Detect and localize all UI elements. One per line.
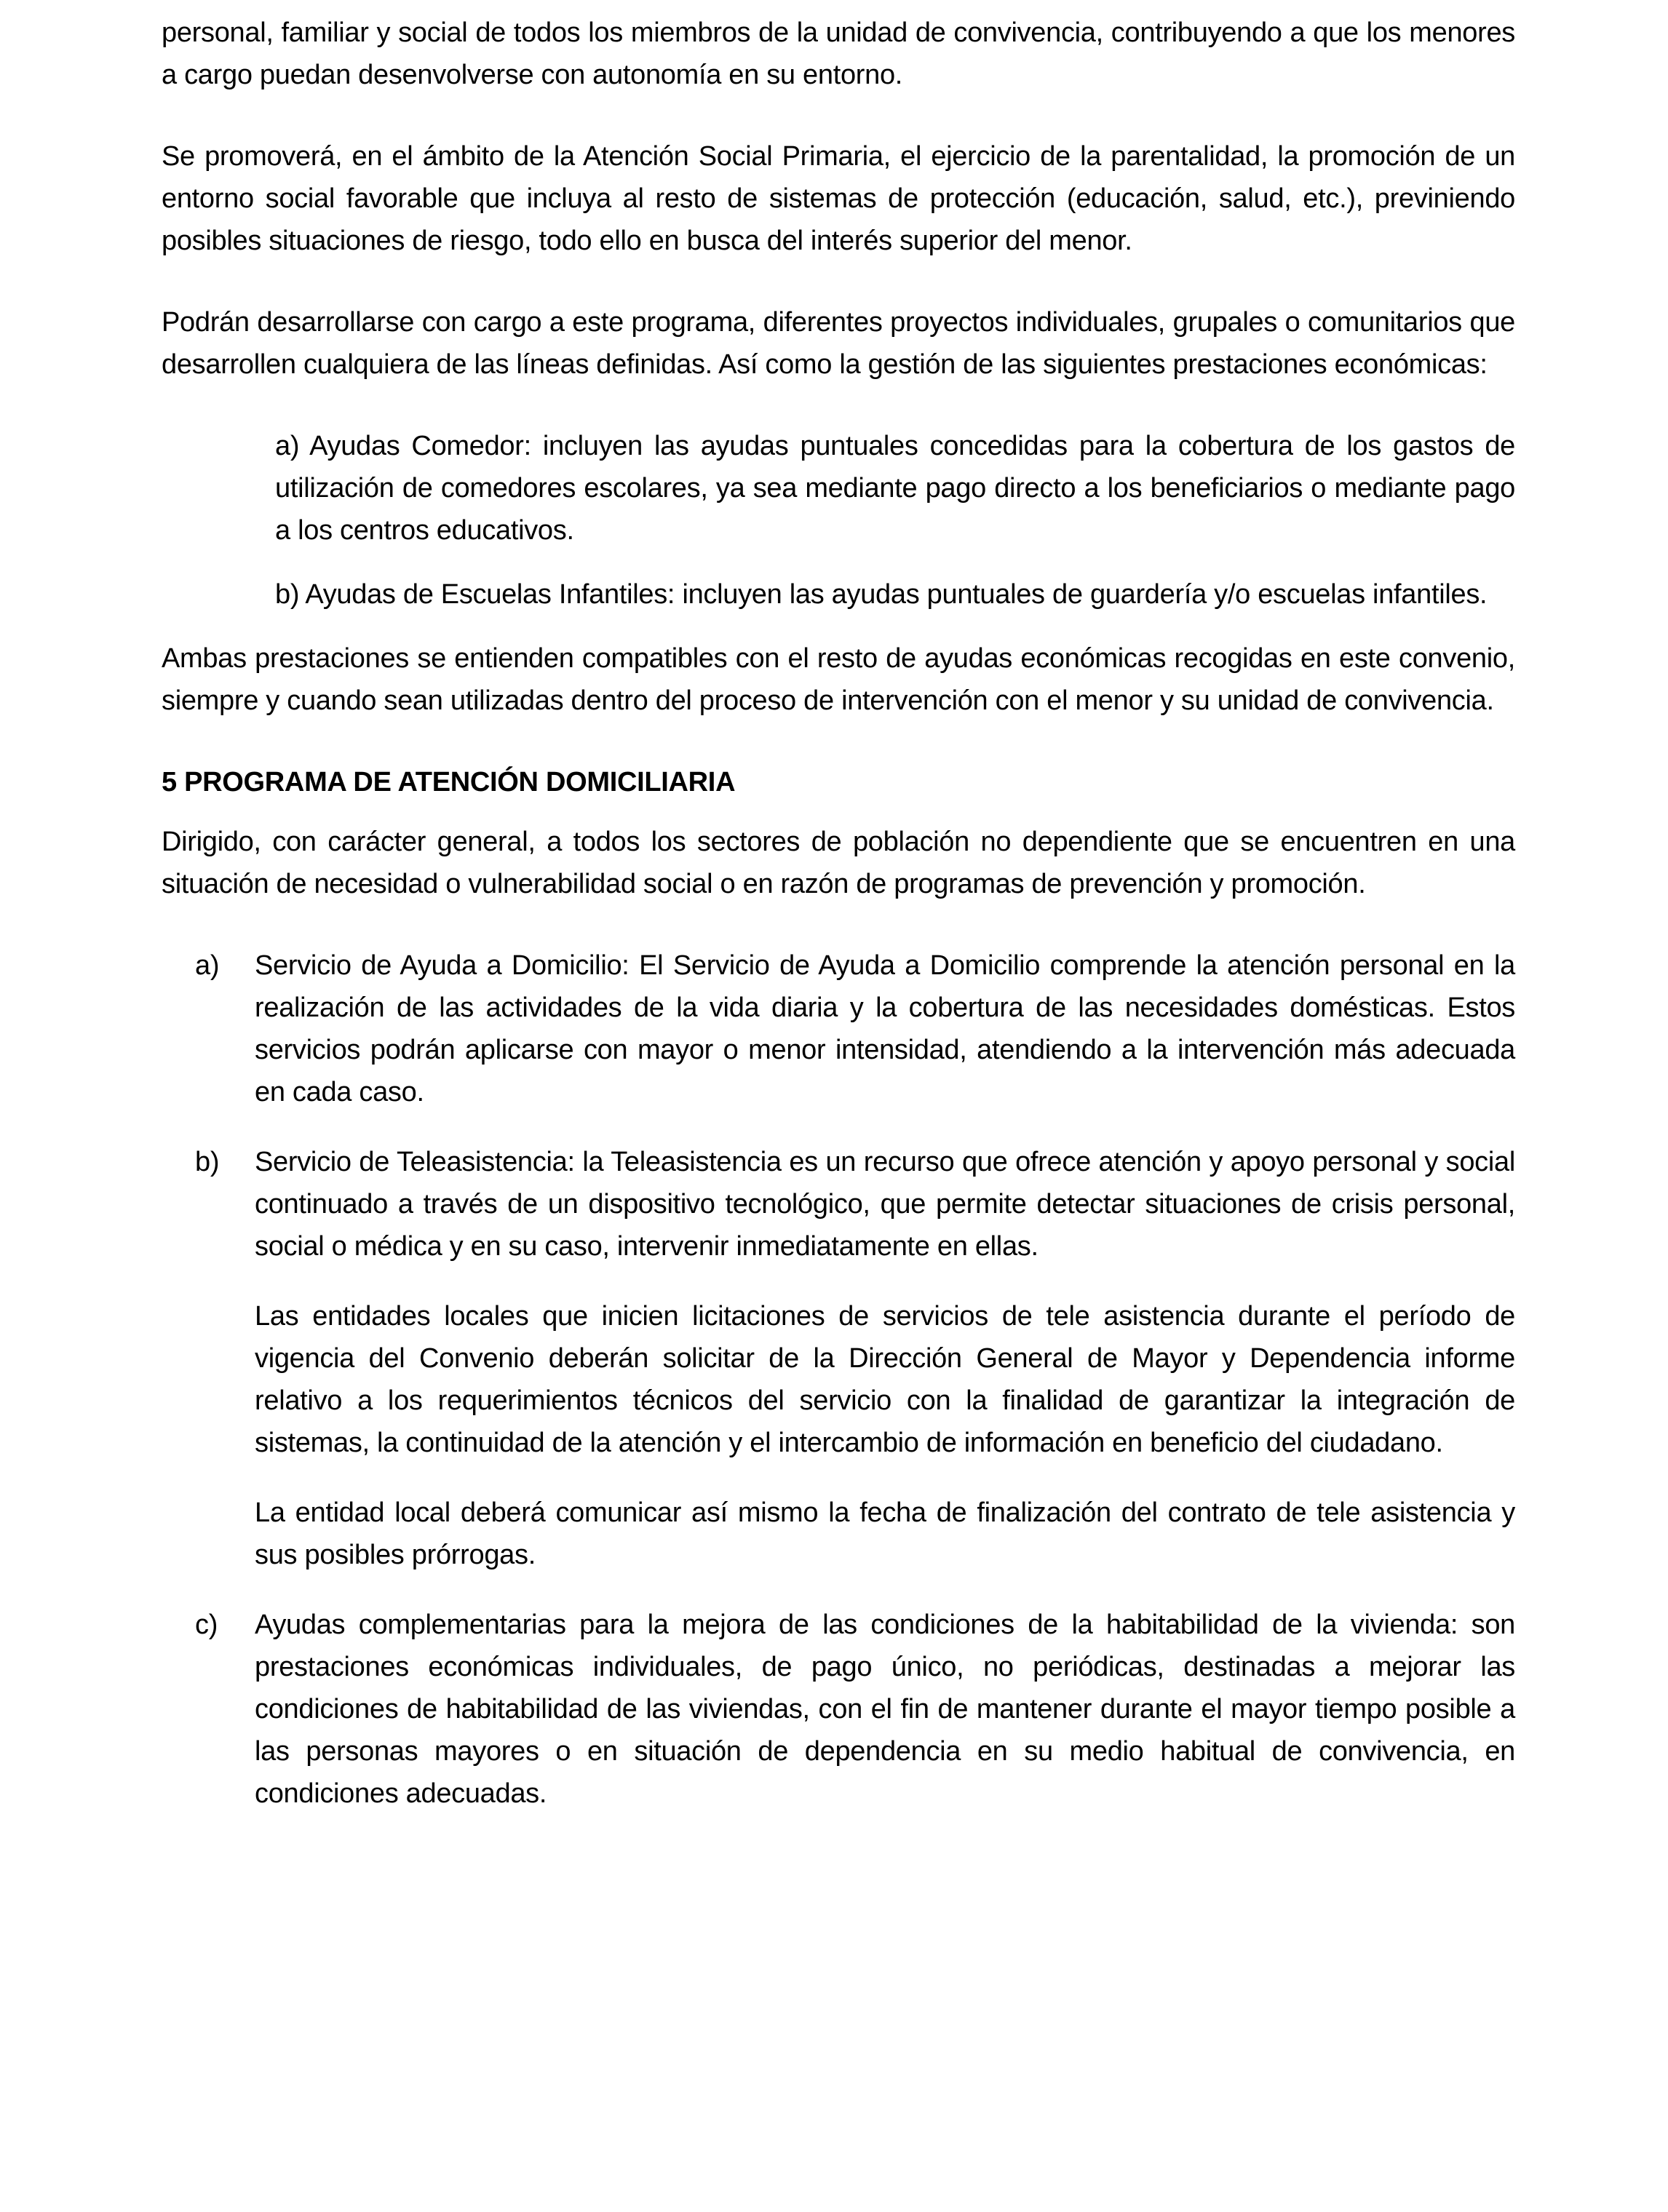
list-item-text: Ayudas complementarias para la mejora de las condiciones de la habitabilidad de la vivienda: son prestaciones económicas individuales, de pago único, no periódicas, destinadas a mejorar las condiciones de habitabilidad de las viviendas, con el fin de mantener durante el mayor tiempo posible a las personas mayores o en situación de dependencia en su medio habitual de convivencia, en condiciones adecuadas. [255, 1610, 1515, 1809]
paragraph-podran-desarrollarse: Podrán desarrollarse con cargo a este programa, diferentes proyectos individuales, grupales o comunitarios que desarrollen cualquiera de las líneas definidas. Así como la gestión de las siguientes prestaciones económicas: [162, 307, 1515, 380]
list-item-text: Servicio de Ayuda a Domicilio: El Servicio de Ayuda a Domicilio comprende la atención personal en la realización de las actividades de la vida diaria y la cobertura de las necesidades domésticas. Estos servicios podrán aplicarse con mayor o menor intensidad, atendiendo a la intervención más adecuada en cada caso. [255, 950, 1515, 1107]
paragraph-ambas-prestaciones: Ambas prestaciones se entienden compatibles con el resto de ayudas económicas recogidas en este convenio, siempre y cuando sean utilizadas dentro del proceso de intervención con el menor y su unidad de convivencia. [162, 643, 1515, 716]
paragraph-dirigido: Dirigido, con carácter general, a todos los sectores de población no dependiente que se encuentren en una situación de necesidad o vulnerabilidad social o en razón de programas de prevención y promoción. [162, 827, 1515, 899]
paragraph-entidad-local-comunicar: La entidad local deberá comunicar así mismo la fecha de finalización del contrato de tele asistencia y sus posibles prórrogas. [255, 1497, 1515, 1570]
sub-item-ayudas-escuelas-infantiles: b) Ayudas de Escuelas Infantiles: incluyen las ayudas puntuales de guardería y/o escuelas infantiles. [275, 579, 1488, 610]
paragraph-se-promovera: Se promoverá, en el ámbito de la Atención Social Primaria, el ejercicio de la parentalidad, la promoción de un entorno social favorable que incluya al resto de sistemas de protección (educación, salud, etc.), previniendo posibles situaciones de riesgo, todo ello en busca del interés superior del menor. [162, 141, 1515, 256]
list-item-servicio-ayuda-domicilio [162, 944, 1515, 1113]
list-marker-a: a) [195, 950, 220, 981]
sub-item-ayudas-comedor: a) Ayudas Comedor: incluyen las ayudas puntuales concedidas para la cobertura de los gastos de utilización de comedores escolares, ya sea mediante pago directo a los beneficiarios o mediante pago a los centros educativos. [275, 431, 1515, 546]
section-heading-programa-atencion-domiciliaria: 5 PROGRAMA DE ATENCIÓN DOMICILIARIA [162, 767, 736, 797]
list-item-ayudas-complementarias-habitabilidad [162, 1604, 1515, 1815]
list-marker-b: b) [195, 1147, 220, 1177]
paragraph-continuation-from-previous-page: personal, familiar y social de todos los miembros de la unidad de convivencia, contribuyendo a que los menores a cargo puedan desenvolverse con autonomía en su entorno. [162, 17, 1515, 90]
list-marker-c: c) [195, 1610, 218, 1640]
list-item-text: Servicio de Teleasistencia: la Teleasistencia es un recurso que ofrece atención y apoyo personal y social continuado a través de un dispositivo tecnológico, que permite detectar situaciones de crisis personal, social o médica y en su caso, intervenir inmediatamente en ellas. [255, 1147, 1515, 1262]
paragraph-entidades-locales-licitaciones: Las entidades locales que inicien licitaciones de servicios de tele asistencia durante el período de vigencia del Convenio deberán solicitar de la Dirección General de Mayor y Dependencia informe relativo a los requerimientos técnicos del servicio con la finalidad de garantizar la integración de sistemas, la continuidad de la atención y el intercambio de información en beneficio del ciudadano. [255, 1301, 1515, 1458]
list-item-servicio-teleasistencia [162, 1141, 1515, 1268]
